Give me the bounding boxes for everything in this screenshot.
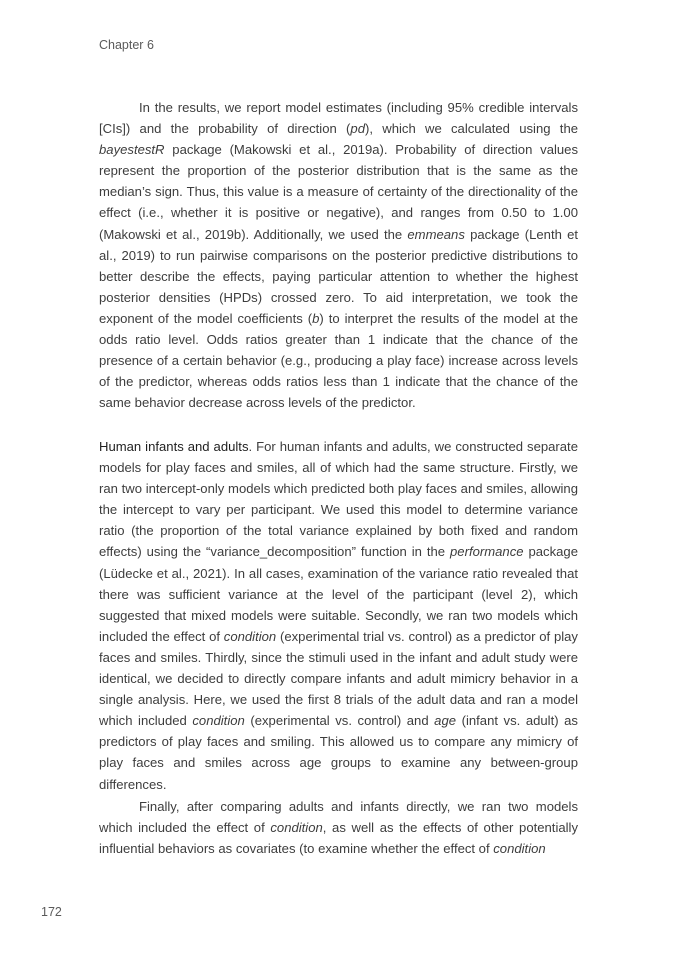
running-header: Chapter 6 [99, 38, 154, 52]
section-heading: Human infants and adults [99, 439, 249, 454]
text-span: (infant vs. adult) as predictors of play faces and smiling. This allowed us to compare any mimicry of play faces and smiles across age groups to examine any between-group differences. [99, 713, 578, 792]
italic-term: condition [270, 820, 323, 836]
italic-term: performance [450, 544, 524, 560]
page-number: 172 [41, 905, 62, 919]
italic-term: condition [493, 841, 546, 857]
text-span: . For human infants and adults, we constructed separate models for play faces and smiles, all of which had the same structure. Firstly, we ran two intercept-only models which predicted both play faces and smiles, allowing the intercept to vary per participant. We used this model to determine variance ratio (the proportion of the total variance explained by both fixed and random effects) using the “variance_decomposition” function in the [99, 439, 578, 560]
text-span: ) to interpret the results of the model at the odds ratio level. Odds ratios greater than 1 indicate that the chance of the presence of a certain behavior (e.g., producing a play face) increase across levels of the predictor, whereas odds ratios less than 1 indicate that the chance of the same behavior decrease across levels of the predictor. [99, 310, 578, 411]
paragraph-finally [99, 796, 578, 859]
italic-term: bayestestR [99, 142, 165, 158]
paragraph-infants-adults [99, 436, 578, 795]
text-span: package (Makowski et al., 2019a). Probability of direction values represent the proportion of the posterior distribution that is the same as the median’s sign. Thus, this value is a measure of certainty of the directionality of the effect (i.e., whether it is positive or negative), and ranges from 0.50 to 1.00 (Makowski et al., 2019b). Additionally, we used the [99, 142, 578, 242]
text-span: (experimental trial vs. control) as a predictor of play faces and smiles. Thirdly, since the stimuli used in the infant and adult study were identical, we decided to directly compare infants and adult mimicry behavior in a single analysis. Here, we used the first 8 trials of the adult data and ran a model which included [99, 628, 578, 729]
text-span: package (Lüdecke et al., 2021). In all cases, examination of the variance ratio revealed that there was sufficient variance at the level of the participant (level 2), which suggested that mixed models were suitable. Secondly, we ran two models which included the effect of [99, 544, 578, 644]
italic-term: emmeans [407, 226, 465, 242]
text-span: , as well as the effects of other potentially influential behaviors as covariates (to examine whether the effect of [99, 820, 578, 857]
italic-term: age [434, 713, 457, 729]
text-span: package (Lenth et al., 2019) to run pairwise comparisons on the posterior predictive distributions to better describe the effects, paying particular attention to whether the highest posterior densities (HPDs) crossed zero. To aid interpretation, we took the exponent of the model coefficients ( [99, 226, 578, 326]
text-span: Finally, after comparing adults and infants directly, we ran two models which included the effect of [99, 799, 578, 836]
paragraph-results [99, 97, 578, 413]
italic-term: condition [192, 713, 245, 729]
text-span: In the results, we report model estimates (including 95% credible intervals [CIs]) and the probability of direction ( [99, 100, 578, 137]
italic-term: b [312, 310, 320, 326]
text-span: (experimental vs. control) and [244, 713, 435, 729]
text-span: ), which we calculated using the [364, 121, 579, 137]
italic-term: pd [350, 121, 365, 137]
italic-term: condition [223, 628, 277, 644]
